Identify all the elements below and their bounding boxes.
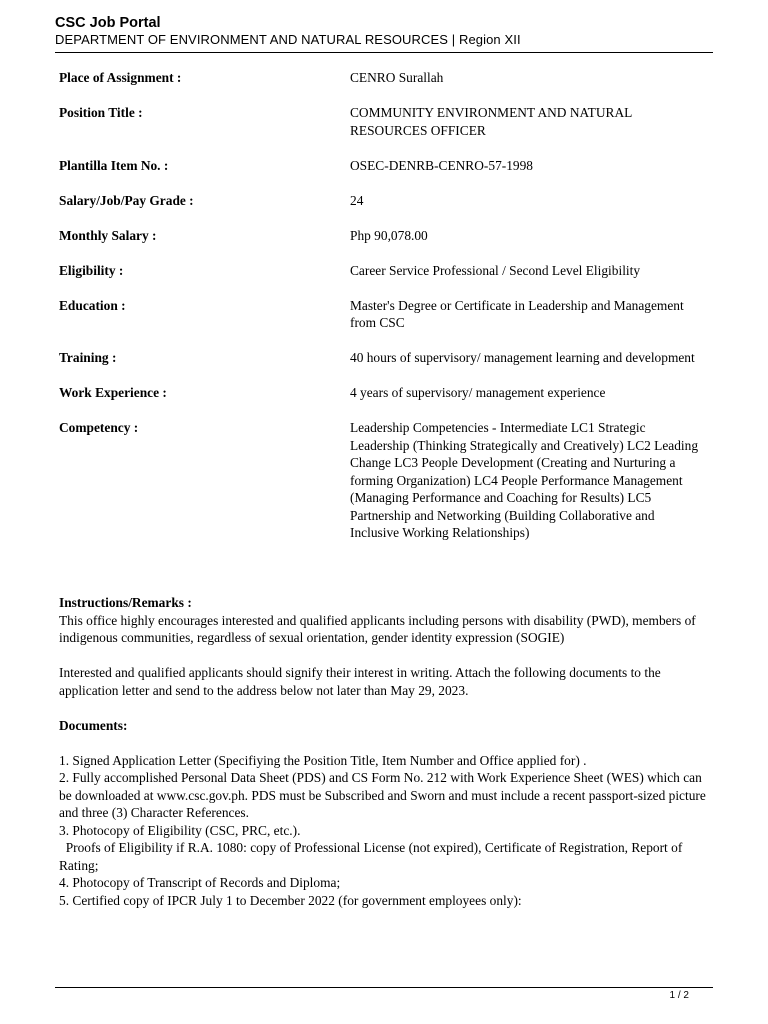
document-item: 3. Photocopy of Eligibility (CSC, PRC, etc.). <box>59 822 301 838</box>
detail-label: Salary/Job/Pay Grade : <box>59 192 194 208</box>
detail-position-title <box>59 104 709 139</box>
detail-label: Eligibility : <box>59 262 124 278</box>
document-item: 1. Signed Application Letter (Specifiying the Position Title, Item Number and Office applied for) . <box>59 752 587 768</box>
detail-value: 40 hours of supervisory/ management learning and development <box>350 350 695 365</box>
detail-place-of-assignment <box>59 69 709 87</box>
detail-salary-grade <box>59 192 709 210</box>
detail-value: 4 years of supervisory/ management experience <box>350 385 606 400</box>
detail-education <box>59 297 709 332</box>
detail-plantilla-item <box>59 157 709 175</box>
detail-label: Work Experience : <box>59 385 167 400</box>
spacer <box>59 734 709 752</box>
detail-label: Position Title : <box>59 105 143 120</box>
documents-list <box>59 752 709 910</box>
detail-value: CENRO Surallah <box>350 70 444 85</box>
detail-value: Career Service Professional / Second Level Eligibility <box>350 262 641 278</box>
detail-label: Place of Assignment : <box>59 70 182 85</box>
detail-value: 24 <box>350 192 364 208</box>
instructions-section <box>59 594 709 909</box>
detail-eligibility <box>59 262 709 280</box>
document-item: Proofs of Eligibility if R.A. 1080: copy of Professional License (not expired), Certificate of Registration, Report of Rating; <box>59 840 683 873</box>
detail-training <box>59 349 709 367</box>
detail-competency <box>59 419 709 542</box>
detail-value: Master's Degree or Certificate in Leadership and Management from CSC <box>350 297 684 330</box>
spacer <box>59 647 709 665</box>
agency-subtitle: DEPARTMENT OF ENVIRONMENT AND NATURAL RESOURCES | Region XII <box>55 32 521 47</box>
portal-title: CSC Job Portal <box>55 15 161 31</box>
detail-value: COMMUNITY ENVIRONMENT AND NATURAL RESOURCES OFFICER <box>350 105 632 138</box>
detail-label: Education : <box>59 297 126 313</box>
document-item: 4. Photocopy of Transcript of Records and Diploma; <box>59 875 341 890</box>
detail-label: Plantilla Item No. : <box>59 157 169 173</box>
page-header <box>55 14 713 48</box>
instructions-label: Instructions/Remarks : <box>59 595 192 610</box>
header-divider <box>55 52 713 53</box>
job-details <box>59 69 709 542</box>
detail-value: Leadership Competencies - Intermediate LC1 Strategic Leadership (Thinking Strategically and Creatively) LC2 Leading Change LC3 People Development (Creating and Nurturing a forming Organization) LC4 People Performance Management (Managing Performance and Coaching for Results) LC5 Partnership and Networking (Building Collaborative and Inclusive Working Relationships) <box>350 420 699 540</box>
footer-divider <box>55 987 713 988</box>
detail-work-experience <box>59 384 709 402</box>
documents-label: Documents: <box>59 717 128 733</box>
document-item: 5. Certified copy of IPCR July 1 to December 2022 (for government employees only): <box>59 892 522 908</box>
detail-label: Competency : <box>59 420 139 435</box>
spacer <box>59 699 709 717</box>
document-item: 2. Fully accomplished Personal Data Sheet (PDS) and CS Form No. 212 with Work Experience Sheet (WES) which can be downloaded at www.csc.gov.ph. PDS must be Subscribed and Sworn and must include a recent passport-sized picture and three (3) Character References. <box>59 770 706 820</box>
instructions-paragraph: Interested and qualified applicants should signify their interest in writing. Attach the following documents to the application letter and send to the address below not later than May 29, 2023. <box>59 665 661 698</box>
instructions-paragraph: This office highly encourages interested and qualified applicants including persons with disability (PWD), members of indigenous communities, regardless of sexual orientation, gender identity expression (SOGIE) <box>59 612 696 645</box>
detail-value: Php 90,078.00 <box>350 227 428 243</box>
detail-label: Monthly Salary : <box>59 227 157 243</box>
detail-label: Training : <box>59 350 117 365</box>
page-number: 1 / 2 <box>669 990 689 1001</box>
detail-value: OSEC-DENRB-CENRO-57-1998 <box>350 157 534 173</box>
detail-monthly-salary <box>59 227 709 245</box>
